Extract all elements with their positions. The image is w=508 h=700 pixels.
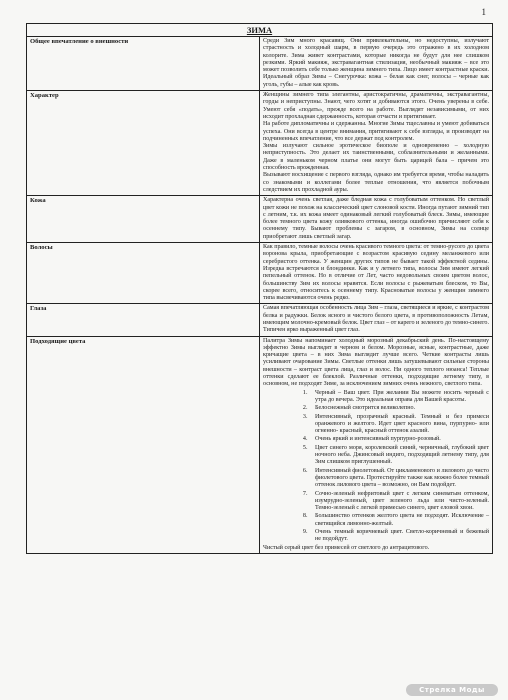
winter-table bbox=[26, 23, 493, 554]
list-item: 7. Сочно-зеленый нефритовый цвет с легким синеватым оттенком, изумрудно-зеленый, цвет зеленого льда или чисто-зеленый. Темно-зеленый с легкой примесью синего, цвет еловой хвои. bbox=[309, 491, 489, 513]
paragraph: Среди Зим много красавиц. Они привлекательны, но недоступны, излучают страстность и холодный шарм, в первую очередь это отражено в их холодном колорите. Зима живет контрастами, которые никогда не будут для нее слишком резкими. Яркий макияж, экстравагантная стилизация, необычный макияж – все это может позволить себе только женщина зимнего типа. Лицо имеет контрастные краски. Идеальный образ Зимы – Снегурочка: кожа – белая как снег, волосы – черные как уголь, губы – алые как кровь. bbox=[263, 38, 489, 88]
list-item: 3. Интенсивный, прозрачный красный. Темный и без примеси оранжевого и желтого. Идет цвет красного вина, пурпурно- или огненно- красный, красный оттенок азалий. bbox=[309, 414, 489, 436]
paragraph: Самая впечатляющая особенность лица Зим – глаза, светящиеся и яркие, с контрастом белка и радужки. Белок ясного и чистого белого цвета, в противоположность Летам, имеющим молочно-кремовый белок. Цвет глаз – от карего и зеленого до темно-синего. Типичен ярко выраженный цвет глаз. bbox=[263, 305, 489, 334]
paragraph: Как правило, темные волосы очень красивого темного цвета: от темно-русого до цвета воронова крыла, приобретающие с возрастом красивую седину меланжевого или серебристого оттенка. У женщин других типов не бывает такой эффектной седины. Изредка встречаются и блондинки. Как и у летнего типа, волосы Зим имеют легкий пепельный оттенок. Но в отличие от Лет, часто недовольных своим цветом волос, большинству Зим их волосы нравятся. Если волосы с рыжеватым блеском, то Вы, скорее всего, относитесь к осеннему типу. Красноватые волосы у женщин зимнего типа высвечиваются очень редко. bbox=[263, 244, 489, 302]
table-row bbox=[27, 37, 493, 91]
page-number: 1 bbox=[481, 7, 486, 17]
color-list bbox=[263, 390, 489, 544]
list-item: 5. Цвет синего моря, королевский синий, черничный, глубокий цвет ночного неба. Джинсовый индиго, подходящий летнему типу, для Зим слишком приглушенный. bbox=[309, 445, 489, 467]
list-item: 1. Черный – Ваш цвет. При желании Вы можете носить черный с утра до вечера. Это идеальная оправа для Вашей красоты. bbox=[309, 390, 489, 405]
table-row bbox=[27, 243, 493, 304]
table-row bbox=[27, 91, 493, 196]
table-title: ЗИМА bbox=[27, 24, 493, 37]
table-row bbox=[27, 196, 493, 243]
paragraph: Вызывают восхищение с первого взгляда, однако им требуется время, чтобы наладить со знакомыми и коллегами более теплые отношения, что является побочным следствием их прохладной ауры. bbox=[263, 172, 489, 193]
paragraph: Характерна очень светлая, даже бледная кожа с голубоватым оттенком. Но светлый цвет кожи не похож на классический цвет слоновой кости. Иногда путают зимний тип с летним, т.к. их кожа имеет одинаковый легкий голубоватый блеск. Зимы, имеющие более темного цвета кожу оливкового оттенка, иногда ошибочно причисляют себя к осеннему типу. Бывают проблемы с загаром, в основном, Зимы на солнце приобретают лишь светлый загар. bbox=[263, 197, 489, 240]
row-content-colors bbox=[260, 336, 493, 553]
row-label-skin: Кожа bbox=[27, 196, 260, 243]
list-item: 9. Очень темный коричневый цвет. Светло-коричневый и бежевый не подойдут. bbox=[309, 529, 489, 544]
list-item: 8. Большинство оттенков желтого цвета не подходят. Исключение – светящийся лимонно-желтый. bbox=[309, 513, 489, 528]
list-item: 2. Белоснежный смотрится великолепно. bbox=[309, 405, 489, 412]
list-item: 4. Очень яркий и интенсивный пурпурно-розовый. bbox=[309, 436, 489, 443]
row-label-hair: Волосы bbox=[27, 243, 260, 304]
row-content-eyes bbox=[260, 304, 493, 336]
row-content-impression bbox=[260, 37, 493, 91]
row-label-eyes: Глаза bbox=[27, 304, 260, 336]
row-label-impression: Общее впечатление о внешности bbox=[27, 37, 260, 91]
paragraph: На работе дипломатичны и сдержанны. Многие Зимы тщеславны и умеют добиваться успеха. Они всегда в центре внимания, притягивают к себе взгляды, и производят на подчиненных впечатление, что все держат под контролем. bbox=[263, 121, 489, 142]
paragraph: Женщины зимнего типа элегантны, аристократичны, драматичны, экстравагантны, горды и неприступны. Знают, чего хотят и добиваются этого. Очень уверены в себе. Умеют себя «подать», прежде всего на работе. Выглядят независимыми, от них исходит прохладная сдержанность, которая отчасти и притягивает. bbox=[263, 92, 489, 120]
watermark-logo: Стрелка Моды bbox=[406, 684, 498, 696]
list-item: 6. Интенсивный фиолетовый. От цикламенового и лилового до чисто фиолетового цвета. Протестируйте также как можно более темный оттенок лилового цвета – возможно, он Вам подойдет. bbox=[309, 468, 489, 490]
row-content-hair bbox=[260, 243, 493, 304]
row-content-skin bbox=[260, 196, 493, 243]
row-label-colors: Подходящие цвета bbox=[27, 336, 260, 553]
row-content-character bbox=[260, 91, 493, 196]
paragraph: Палитра Зимы напоминает холодный морозный декабрьский день. По-настоящему эффектно Зимы выглядят в черном и белом. Морозные, ясные, контрастные, даже кричащие цвета – в них Зима выглядит лучше всего. Четкие контрасты лишь усиливают очарование Зимы. Светлые оттенки лишь затушевывают сильные стороны внешности – контраст цвета лица, глаз и волос. Ни одного теплого нюанса! Теплые оттенки сделают ее блеклой. Различные оттенки, подходящие летнему типу, в основном, не подходят Зиме, за исключением зимних очень нежного, светлого типа. bbox=[263, 337, 489, 388]
table-row bbox=[27, 336, 493, 553]
title-row bbox=[27, 24, 493, 37]
table-row bbox=[27, 304, 493, 336]
row-label-character: Характер bbox=[27, 91, 260, 196]
paragraph: Зимы излучают сильное эротическое биополе и одновременно – холодную неприступность. Это делает их таинственными, соблазнительными и желанными. Даже в маленьком черном платье они могут быть царицей бала – причем это способность врожденная. bbox=[263, 143, 489, 172]
closing-line: Чистый серый цвет без примесей от светлого до антрацитового. bbox=[263, 544, 430, 551]
